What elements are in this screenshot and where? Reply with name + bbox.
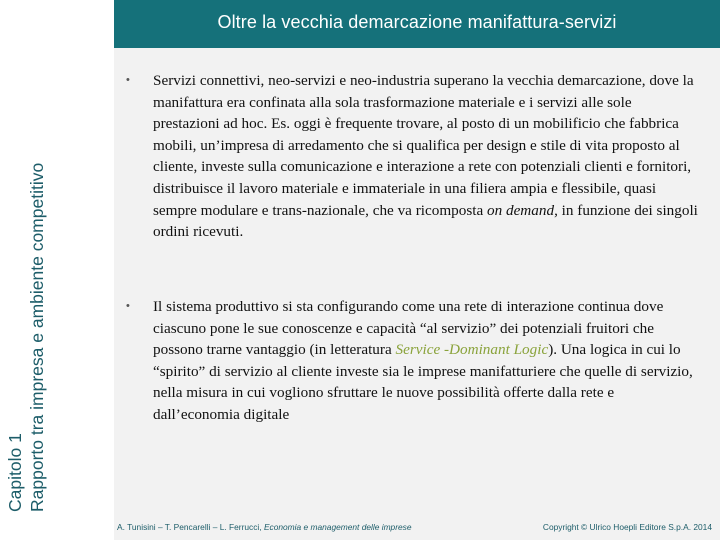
footer-authors: A. Tunisini – T. Pencarelli – L. Ferrucci, xyxy=(117,522,264,532)
slide-header xyxy=(114,0,720,48)
bullet-text-part: Servizi connettivi, neo-servizi e neo-industria superano la vecchia demarcazione, dove la manifattura era confinata alla sola trasformazione materiale e i servizi alle sole prestazioni ad hoc. Es. oggi è frequente trovare, al posto di un mobilificio che fabbrica mobili, un’impresa di arredamento che si qualifica per design e stile di vita proposto al cliente, investe sulla comunicazione e interazione a rete con potenziali clienti e fornitori, distribuisce il lavoro materiale e immateriale in una filiera ampia e flessibile, quasi sempre modulare e trans-nazionale, che va ricomposta xyxy=(153,72,694,219)
chapter-sidebar xyxy=(0,0,107,540)
bullet-emphasis-accent: Service -Dominant Logic xyxy=(395,341,549,359)
bullet-text-part: Il sistema produttivo si sta configurando come una rete di interazione continua dove ciascuno pone le sue conoscenze e capacità “al servizio” dei potenziali fruitori che possono trarne vantaggio (in letteratura xyxy=(153,298,664,359)
slide-content xyxy=(114,48,720,540)
footer-citation xyxy=(117,522,412,532)
bullet-text xyxy=(153,296,699,426)
bullet-icon: • xyxy=(126,74,130,86)
bullet-text-part: , in funzione dei singoli ordini ricevuti. xyxy=(153,201,698,241)
bullet-emphasis: on demand xyxy=(486,201,555,219)
sidebar-divider xyxy=(107,0,111,540)
slide-footer xyxy=(117,522,712,536)
footer-copyright: Copyright © Ulrico Hoepli Editore S.p.A. 2014 xyxy=(542,522,712,532)
slide-title: Oltre la vecchia demarcazione manifattura-servizi xyxy=(217,12,617,32)
footer-book-title: Economia e management delle imprese xyxy=(263,522,412,532)
chapter-subtitle: Rapporto tra impresa e ambiente competitivo xyxy=(27,162,47,512)
bullet-icon: • xyxy=(126,300,130,312)
bullet-text xyxy=(153,70,699,243)
bullet-text-part: ). Una logica in cui lo “spirito” di servizio al cliente investe sia le imprese manifatturiere che quelle di servizio, nella misura in cui vogliono sfruttare le nuove possibilità offerte dalla rete e dall’economia digitale xyxy=(153,341,693,423)
sidebar-rotated-title xyxy=(4,12,84,512)
chapter-label: Capitolo 1 xyxy=(5,433,25,512)
